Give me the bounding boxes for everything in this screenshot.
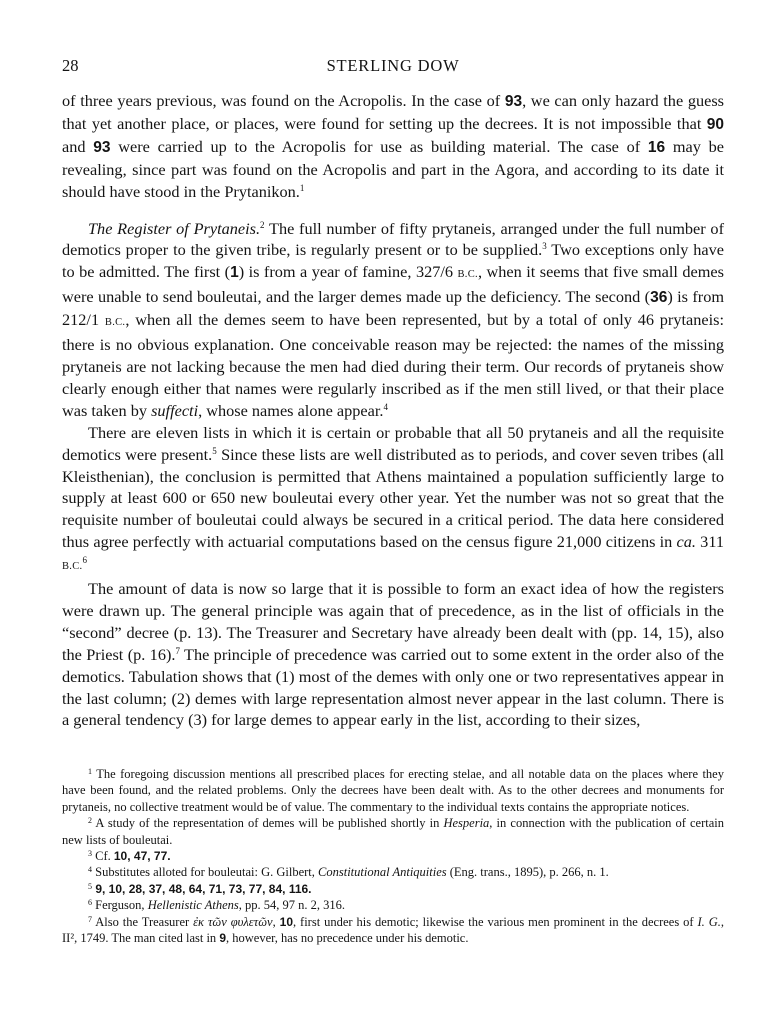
footnote-text: The foregoing discussion mentions all prescribed places for erecting stelae, and all notable data on the places where they have been found, and the related problems. Only the decrees have been dealt with. As to the other decrees and monuments for prytaneis, no collective treatment would be of value. The commentary to the individual texts contains the appropriate notices. — [62, 767, 724, 814]
italic-term: suffecti — [151, 400, 199, 420]
footnote-7 — [62, 914, 724, 947]
footnote-marker: 3 — [542, 241, 547, 252]
paragraph-1 — [62, 90, 724, 203]
p2-text: Two exceptions only have to be admitted. The first ( — [62, 240, 725, 282]
p2-text: The full number of fifty prytaneis, arranged under the full number of demotics proper to the given tribe, is regularly present or to be supplied. — [62, 218, 724, 260]
decree-ref: 1 — [230, 264, 239, 282]
p1-text: , we can only hazard the guess that yet another place, or places, were found for setting up the decrees. It is not impossible that — [62, 91, 724, 133]
era-abbrev: B.C. — [104, 317, 126, 329]
p3-text: Since these lists are well distributed as to periods, and cover seven tribes (all Kleisthenian), the conclusion is permitted that Athens maintained a population sufficiently large to supply at least 600 or 650 new bouleutai every other year. Yet the number was not so great that the requisite number of bouleutai could always be secured in a critical period. The data here considered thus agree perfectly with actuarial computations based on the census figure 21,000 citizens in — [62, 444, 724, 552]
running-head: STERLING DOW — [326, 56, 460, 75]
footnote-text: , first under his demotic; likewise the various men prominent in the decrees of — [293, 914, 698, 929]
footnote-text: (Eng. trans., 1895), p. 266, n. 1. — [446, 865, 609, 880]
footnote-text: , however, has no precedence under his demotic. — [226, 931, 469, 946]
p2-text: , when it seems that five small demes were unable to send bouleutai, and the larger demes made up the deficiency. The second ( — [62, 262, 724, 307]
decree-ref: 16 — [647, 138, 666, 156]
footnote-number: 2 — [88, 816, 92, 826]
main-text — [62, 90, 724, 731]
decree-ref: 90 — [706, 115, 724, 133]
footnote-2 — [62, 815, 724, 848]
footnote-marker: 1 — [299, 182, 305, 193]
footnote-4 — [62, 864, 724, 880]
footnote-text: , pp. 54, 97 n. 2, 316. — [238, 898, 346, 913]
greek-phrase: ἐκ τῶν φυλετῶν — [193, 914, 273, 929]
footnote-number: 5 — [88, 881, 92, 891]
p2-text: ) is from 212/1 — [62, 287, 725, 330]
p1-text: may be revealing, since part was found on the Acropolis and part in the Agora, and according to its date it should have stood in the Prytanikon. — [62, 136, 725, 201]
footnote-text: , in connection with the publication of certain new lists of bouleutai. — [62, 816, 724, 847]
footnote-text: A study of the representation of demes will be published shortly in — [92, 816, 444, 831]
journal-title: Hesperia — [443, 816, 490, 831]
decree-ref: 93 — [93, 138, 111, 156]
era-abbrev: B.C. — [457, 269, 478, 281]
p4-text: The principle of precedence was carried out to some extent in the order also of the demotics. Tabulation shows that (1) most of the demes with only one or two representatives appear in the last column; (2) demes with large representation almost never appear in the last column. There is a general tendency (3) for large demes to appear early in the list, according to their sizes, — [62, 644, 725, 730]
p2-text: , when all the demes seem to have been represented, but by a total of only 46 prytaneis: there is no obvious explanation. One conceivable reason may be rejected: the names of the missing prytaneis are not lacking because the men had died during their term. Our records of prytaneis show clearly enough either that names were regularly inscribed as if the men still lived, or that their place was taken by — [62, 310, 724, 420]
p2-text: , whose names alone appear. — [198, 400, 384, 420]
footnote-text: Cf. — [92, 849, 114, 864]
footnote-5 — [62, 881, 724, 897]
footnote-marker: 7 — [175, 645, 180, 656]
italic-term: ca. — [676, 532, 696, 552]
footnote-text: Substitutes alloted for bouleutai: G. Gilbert, — [92, 865, 319, 880]
footnote-marker: 6 — [82, 555, 87, 566]
p1-text: were carried up to the Acropolis for use as building material. The case of — [110, 136, 648, 156]
footnote-number: 6 — [88, 898, 92, 908]
page-header — [62, 56, 724, 78]
footnote-number: 3 — [88, 849, 92, 859]
footnote-number: 4 — [88, 865, 92, 875]
page-number: 28 — [62, 56, 79, 75]
decree-ref: 10, 47, 77. — [113, 849, 171, 864]
corpus-title: I. G. — [697, 914, 721, 929]
footnote-1 — [62, 766, 724, 815]
decree-ref: 93 — [504, 93, 523, 110]
decree-ref: 9, 10, 28, 37, 48, 64, 71, 73, 77, 84, 116. — [92, 881, 312, 896]
decree-ref: 10 — [279, 914, 293, 929]
era-abbrev: B.C. — [62, 561, 83, 573]
paragraph-3 — [62, 422, 724, 578]
footnote-text: , II², 1749. The man cited last in — [62, 914, 724, 946]
p3-text: There are eleven lists in which it is certain or probable that all 50 prytaneis and all the requisite demotics were present. — [62, 422, 724, 464]
p3-text: 311 — [695, 532, 724, 552]
section-title: The Register of Prytaneis. — [88, 218, 261, 238]
footnote-text: Ferguson, — [92, 898, 148, 913]
footnote-marker: 4 — [383, 401, 388, 412]
footnote-6 — [62, 897, 724, 913]
book-title: Constitutional Antiquities — [318, 865, 447, 880]
footnote-number: 7 — [88, 914, 92, 924]
footnote-3 — [62, 848, 724, 864]
footnote-text: , — [272, 914, 280, 929]
decree-ref: 9 — [219, 931, 226, 946]
footnote-marker: 5 — [212, 445, 217, 456]
book-title: Hellenistic Athens — [147, 898, 239, 913]
footnote-marker: 2 — [260, 219, 265, 230]
p1-text: and — [62, 136, 94, 156]
p2-text: ) is from a year of famine, 327/6 — [238, 262, 458, 282]
paragraph-2 — [62, 218, 724, 422]
footnote-text: Also the Treasurer — [92, 914, 194, 929]
p4-text: The amount of data is now so large that it is possible to form an exact idea of how the registers were drawn up. The general principle was again that of precedence, as in the list of officials in the “second” decree (p. 13). The Treasurer and Secretary have already been dealt with (pp. 14, 15), also the Priest (p. 16). — [62, 579, 724, 664]
paragraph-4 — [62, 578, 724, 731]
footnote-number: 1 — [88, 767, 92, 776]
p1-text: of three years previous, was found on the Acropolis. In the case of — [62, 91, 505, 110]
decree-ref: 36 — [650, 289, 668, 307]
footnotes — [62, 766, 724, 946]
